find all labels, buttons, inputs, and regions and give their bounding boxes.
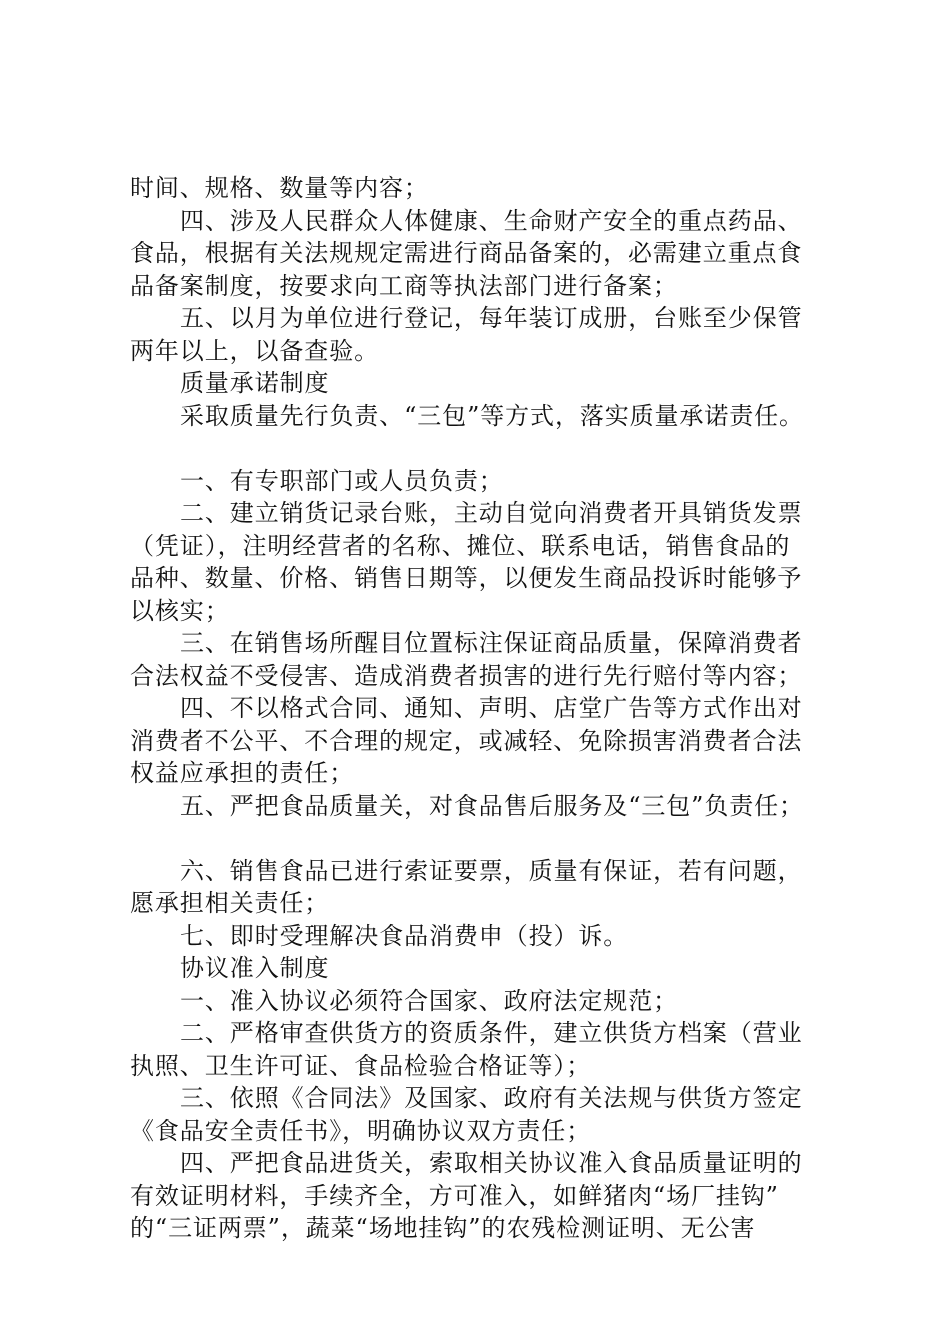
text-line: 质量承诺制度 [180, 369, 330, 397]
text-line: 时间、规格、数量等内容； [130, 174, 429, 202]
blank-line [130, 822, 830, 855]
text-line: 一、有专职部门或人员负责； [180, 466, 504, 495]
text-line: 以核实； [130, 596, 230, 625]
text-line: 五、以月为单位进行登记，每年装订成册，台账至少保管 [180, 304, 803, 332]
text-line: 品种、数量、价格、销售日期等，以便发生商品投诉时能够予 [130, 564, 803, 592]
text-line: 四、涉及人民群众人体健康、生命财产安全的重点药品、 [180, 206, 803, 235]
text-line: 权益应承担的责任； [130, 759, 355, 787]
text-line: 合法权益不受侵害、造成消费者损害的进行先行赔付等内容； [130, 661, 803, 690]
text-line: 两年以上，以备查验。 [130, 336, 379, 365]
text-line: 的“三证两票”，蔬菜“场地挂钩”的农残检测证明、无公害 [130, 1214, 756, 1242]
text-line: 四、严把食品进货关，索取相关协议准入食品质量证明的 [180, 1149, 803, 1177]
blank-line [130, 432, 830, 465]
text-line: 《食品安全责任书》，明确协议双方责任； [130, 1116, 592, 1145]
text-line: 六、销售食品已进行索证要票，质量有保证，若有问题， [180, 856, 803, 885]
text-line: 五、严把食品质量关，对食品售后服务及“三包”负责任； [180, 791, 804, 820]
text-line: 七、即时受理解决食品消费申（投）诉。 [180, 921, 629, 950]
text-line: 三、在销售场所醒目位置标注保证商品质量，保障消费者 [180, 629, 803, 657]
text-line: 食品，根据有关法规规定需进行商品备案的，必需建立重点食 [130, 239, 803, 267]
text-line: 愿承担相关责任； [130, 889, 330, 917]
text-line: 采取质量先行负责、“三包”等方式，落实质量承诺责任。 [180, 401, 804, 430]
text-line: 二、严格审查供货方的资质条件，建立供货方档案（营业 [180, 1019, 803, 1047]
text-line: 四、不以格式合同、通知、声明、店堂广告等方式作出对 [180, 694, 803, 722]
document-page [130, 172, 830, 1245]
text-line: 执照、卫生许可证、食品检验合格证等）； [130, 1051, 592, 1080]
text-line: 一、准入协议必须符合国家、政府法定规范； [180, 986, 678, 1015]
text-line: 品备案制度，按要求向工商等执法部门进行备案； [130, 271, 678, 300]
text-line: 三、依照《合同法》及国家、政府有关法规与供货方签定 [180, 1084, 803, 1112]
text-line: 有效证明材料，手续齐全，方可准入，如鲜猪肉“场厂挂钩” [130, 1181, 779, 1210]
text-line: 二、建立销货记录台账，主动自觉向消费者开具销货发票 [180, 499, 803, 527]
text-line: （凭证），注明经营者的名称、摊位、联系电话，销售食品的 [130, 531, 791, 560]
text-line: 协议准入制度 [180, 954, 330, 982]
text-line: 消费者不公平、不合理的规定，或减轻、免除损害消费者合法 [130, 726, 803, 755]
